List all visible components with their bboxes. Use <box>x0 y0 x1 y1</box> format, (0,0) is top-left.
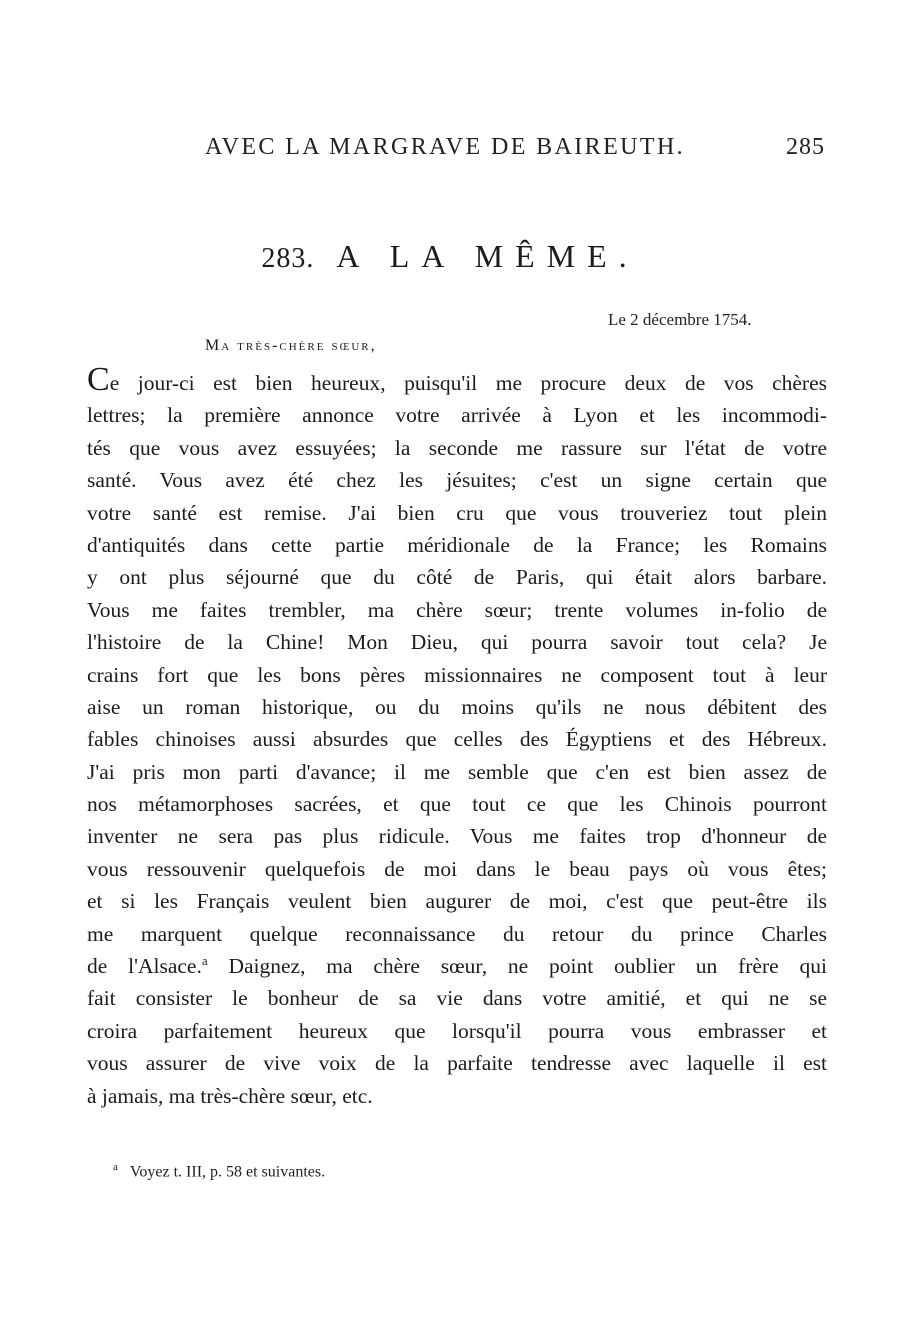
body-line: lettres; la première annonce votre arrivée à Lyon et les incommodi- <box>87 403 827 428</box>
body-line: y ont plus séjourné que du côté de Paris, qui était alors barbare. <box>87 565 827 590</box>
salutation: Ma très-chère sœur, <box>205 337 377 354</box>
body-line: fait consister le bonheur de sa vie dans votre amitié, et qui ne se <box>87 986 827 1011</box>
body-line: J'ai pris mon parti d'avance; il me semble que c'en est bien assez de <box>87 759 827 784</box>
footnote-mark: a <box>113 1161 118 1173</box>
letter-title <box>0 238 900 275</box>
letter-heading: A LA MÊME. <box>336 238 639 274</box>
running-head: AVEC LA MARGRAVE DE BAIREUTH. <box>205 134 686 160</box>
body-line: vous assurer de vive voix de la parfaite tendresse avec laquelle il est <box>87 1051 827 1076</box>
dateline: Le 2 décembre 1754. <box>608 310 752 329</box>
body-line: aise un roman historique, ou du moins qu'ils ne nous débitent des <box>87 694 827 719</box>
body-line: crains fort que les bons pères missionnaires ne composent tout à leur <box>87 662 827 687</box>
body-line: nos métamorphoses sacrées, et que tout ce que les Chinois pourront <box>87 792 827 817</box>
body-line: fables chinoises aussi absurdes que celles des Égyptiens et des Hébreux. <box>87 727 827 752</box>
body-line: d'antiquités dans cette partie méridionale de la France; les Romains <box>87 532 827 557</box>
footnote-text: Voyez t. III, p. 58 et suivantes. <box>129 1163 326 1181</box>
body-line: vous ressouvenir quelquefois de moi dans le beau pays où vous êtes; <box>87 856 827 881</box>
footnote <box>113 1161 325 1181</box>
body-line: inventer ne sera pas plus ridicule. Vous me faites trop d'honneur de <box>87 824 827 849</box>
footnote-reference[interactable]: a <box>201 952 208 968</box>
first-line-text: e jour-ci est bien heureux, puisqu'il me procure deux de vos chères <box>109 371 827 395</box>
letter-body <box>87 361 827 1112</box>
body-line: votre santé est remise. J'ai bien cru que vous trouveriez tout plein <box>87 500 827 525</box>
letter-number: 283. <box>261 243 315 274</box>
alsace-text: de l'Alsace. <box>87 954 202 979</box>
body-line: me marquent quelque reconnaissance du retour du prince Charles <box>87 921 827 946</box>
alsace-continuation: Daignez, ma chère sœur, ne point oublier un frère qui <box>207 954 827 979</box>
body-line: l'histoire de la Chine! Mon Dieu, qui pourra savoir tout cela? Je <box>87 630 827 655</box>
body-line: Vous me faites trembler, ma chère sœur; trente volumes in-folio de <box>87 597 827 622</box>
body-line <box>87 361 827 399</box>
drop-cap: C <box>87 361 110 398</box>
body-line: croira parfaitement heureux que lorsqu'il pourra vous embrasser et <box>87 1018 827 1043</box>
body-line: tés que vous avez essuyées; la seconde me rassure sur l'état de votre <box>87 435 827 460</box>
body-line-last: à jamais, ma très-chère sœur, etc. <box>87 1083 373 1108</box>
body-line: santé. Vous avez été chez les jésuites; c'est un signe certain que <box>87 468 827 493</box>
page-number: 285 <box>786 134 825 160</box>
body-line <box>87 950 827 982</box>
body-line: et si les Français veulent bien augurer de moi, c'est que peut-être ils <box>87 889 827 914</box>
